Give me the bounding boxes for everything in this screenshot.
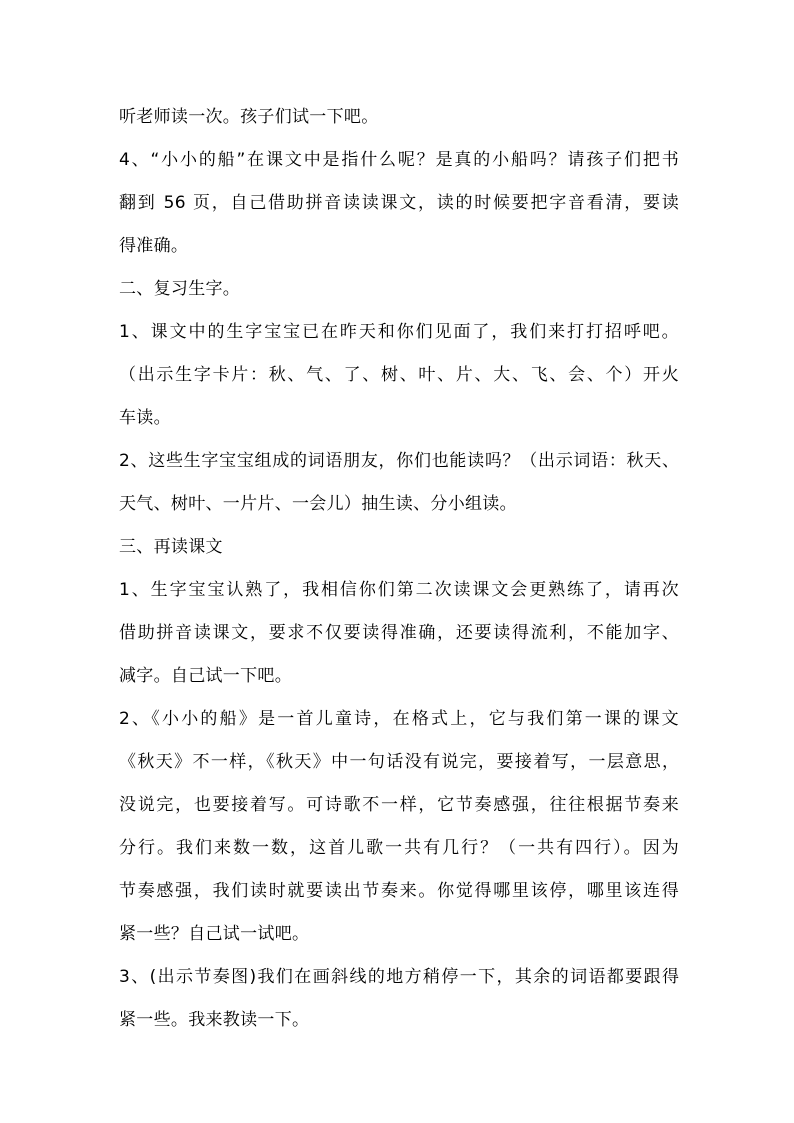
text-line: 没说完，也要接着写。可诗歌不一样，它节奏感强，往往根据节奏来 bbox=[119, 795, 679, 815]
text-line: 听老师读一次。孩子们试一下吧。 bbox=[119, 107, 379, 127]
text-line: 减字。自己试一下吧。 bbox=[119, 666, 292, 686]
text-line: 车读。 bbox=[119, 408, 171, 428]
text-line: 2、《小小的船》是一首儿童诗，在格式上，它与我们第一课的课文 bbox=[119, 709, 679, 729]
text-line: 紧一些。我来教读一下。 bbox=[119, 1010, 310, 1030]
section-heading: 二、复习生字。 bbox=[119, 279, 241, 299]
text-line: 翻到 56 页，自己借助拼音读读课文，读的时候要把字音看清，要读 bbox=[119, 193, 679, 213]
text-line: 1、生字宝宝认熟了，我相信你们第二次读课文会更熟练了，请再次 bbox=[119, 580, 679, 600]
text-line: （出示生字卡片：秋、气、了、树、叶、片、大、飞、会、个）开火 bbox=[119, 365, 679, 385]
text-line: 4、“小小的船”在课文中是指什么呢？是真的小船吗？请孩子们把书 bbox=[119, 150, 679, 170]
text-line: 得准确。 bbox=[119, 236, 189, 256]
document-body bbox=[119, 96, 679, 1042]
text-line: 天气、树叶、一片片、一会儿）抽生读、分小组读。 bbox=[119, 494, 517, 514]
text-line: 1、课文中的生字宝宝已在昨天和你们见面了，我们来打打招呼吧。 bbox=[119, 322, 679, 342]
text-line: 2、这些生字宝宝组成的词语朋友，你们也能读吗？（出示词语：秋天、 bbox=[119, 451, 679, 471]
text-line: 紧一些？自己试一试吧。 bbox=[119, 924, 310, 944]
text-line: 借助拼音读课文，要求不仅要读得准确，还要读得流利，不能加字、 bbox=[119, 623, 679, 643]
text-line: 分行。我们来数一数，这首儿歌一共有几行？（一共有四行）。因为 bbox=[119, 838, 679, 858]
section-heading: 三、再读课文 bbox=[119, 537, 223, 557]
text-line: 《秋天》不一样，《秋天》中一句话没有说完，要接着写，一层意思， bbox=[119, 752, 679, 772]
text-line: 节奏感强，我们读时就要读出节奏来。你觉得哪里该停，哪里该连得 bbox=[119, 881, 679, 901]
text-line: 3、(出示节奏图)我们在画斜线的地方稍停一下，其余的词语都要跟得 bbox=[119, 967, 679, 987]
